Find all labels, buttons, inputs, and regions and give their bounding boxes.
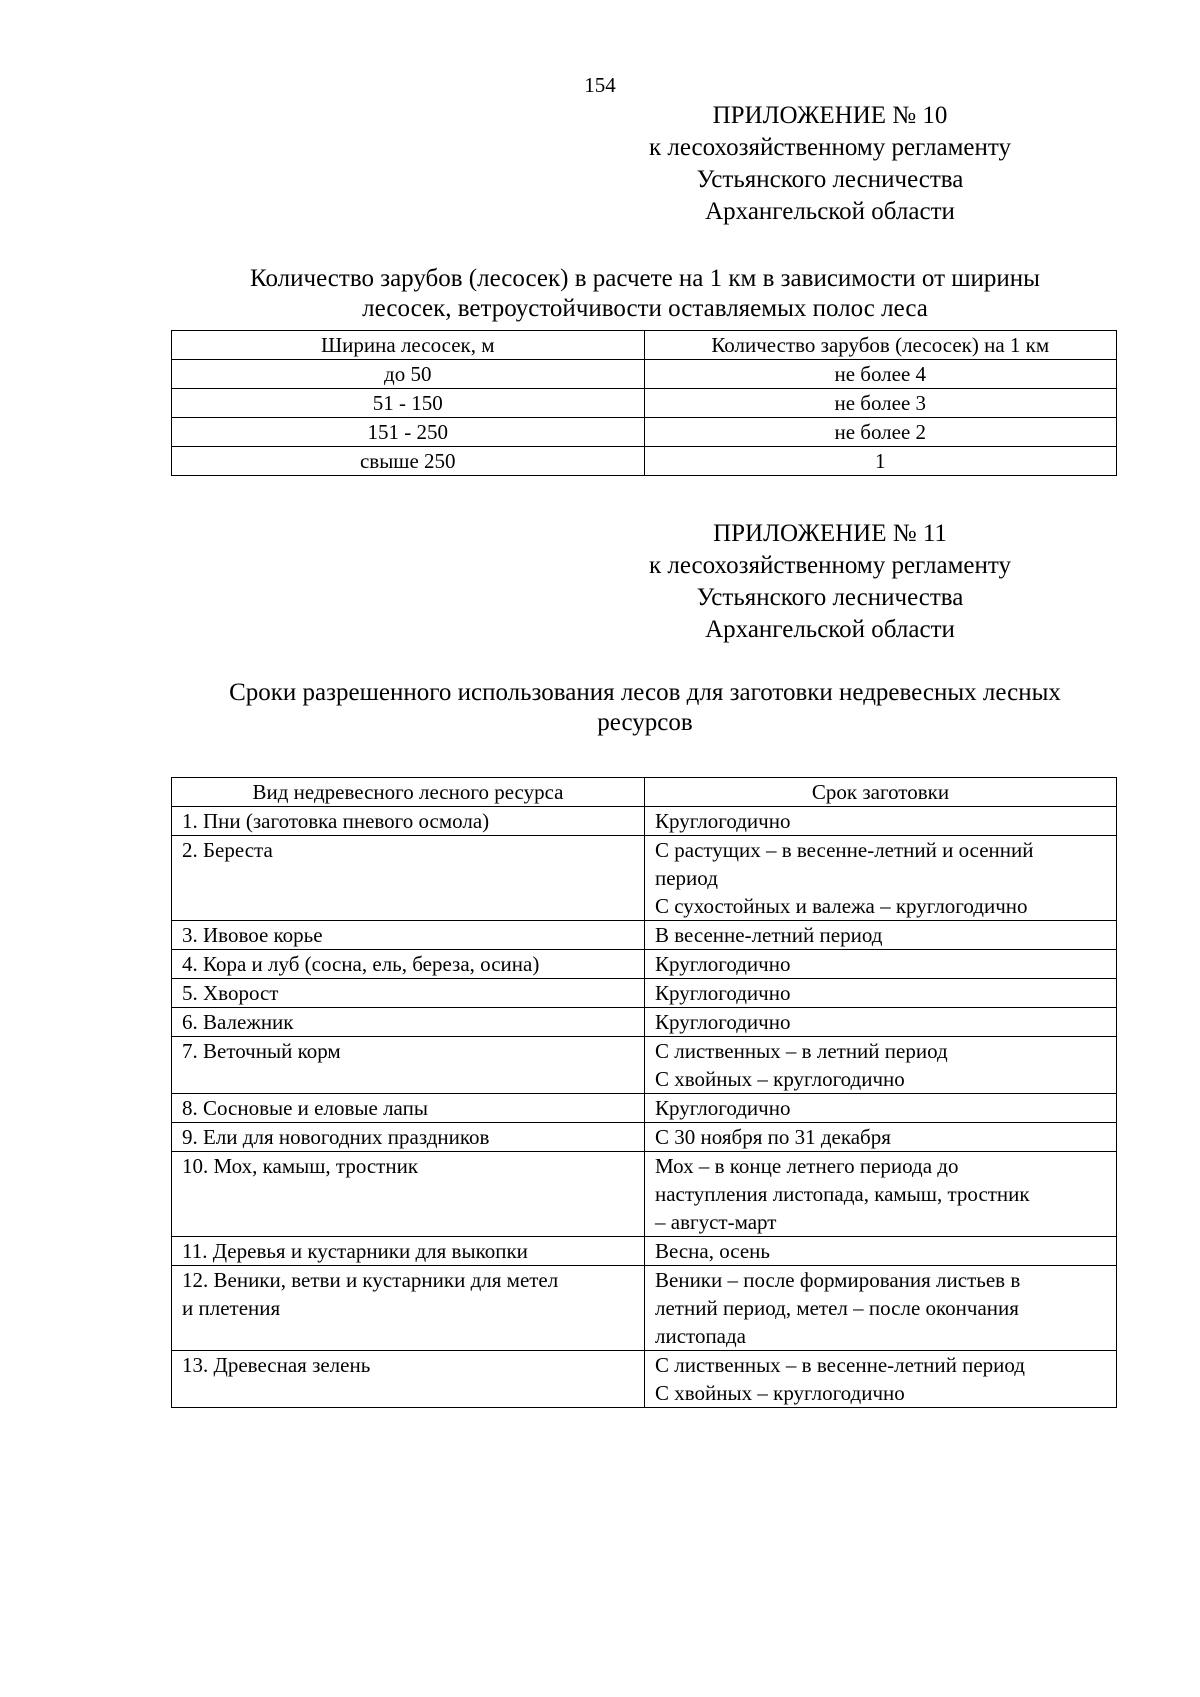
table-cell: не более 4 bbox=[644, 360, 1117, 389]
cell-line: Круглогодично bbox=[655, 952, 791, 976]
cell-line: 3. Ивовое корье bbox=[182, 923, 323, 947]
table-row bbox=[172, 1351, 1117, 1408]
term-cell bbox=[645, 1008, 1117, 1037]
table-row bbox=[172, 1237, 1117, 1266]
column-header: Срок заготовки bbox=[645, 778, 1117, 807]
resource-cell bbox=[172, 1037, 645, 1094]
cell-line: и плетения bbox=[182, 1296, 281, 1320]
appendix-line: к лесохозяйственному регламенту bbox=[648, 134, 1012, 161]
resource-cell bbox=[172, 1351, 645, 1408]
cell-line: Веники – после формирования листьев в bbox=[655, 1268, 1021, 1292]
appendix-line: Устьянского лесничества bbox=[696, 166, 964, 193]
appendix-line: Устьянского лесничества bbox=[696, 584, 964, 611]
cell-line: период bbox=[655, 866, 718, 890]
table-row bbox=[172, 836, 1117, 921]
cell-line: наступления листопада, камыш, тростник bbox=[655, 1182, 1030, 1206]
column-header: Ширина лесосек, м bbox=[172, 331, 645, 360]
term-cell bbox=[645, 1037, 1117, 1094]
term-cell bbox=[645, 950, 1117, 979]
appendix-title: ПРИЛОЖЕНИЕ № 10 bbox=[712, 102, 948, 129]
table-row bbox=[172, 447, 1117, 476]
cell-line: С хвойных – круглогодично bbox=[655, 1381, 905, 1405]
term-cell bbox=[645, 1351, 1117, 1408]
table2-title-line: ресурсов bbox=[597, 709, 693, 736]
cell-line: С хвойных – круглогодично bbox=[655, 1067, 905, 1091]
table2-title-line: Сроки разрешенного использования лесов для заготовки недревесных лесных bbox=[229, 679, 1061, 706]
table-row bbox=[172, 1037, 1117, 1094]
term-cell bbox=[645, 1266, 1117, 1351]
cutting-areas-table bbox=[171, 330, 1117, 476]
table-row bbox=[172, 360, 1117, 389]
table-row bbox=[172, 1094, 1117, 1123]
table1-title-line: лесосек, ветроустойчивости оставляемых полос леса bbox=[362, 295, 928, 322]
resource-cell bbox=[172, 1266, 645, 1351]
resource-cell bbox=[172, 836, 645, 921]
table-row bbox=[172, 1123, 1117, 1152]
table-header-row bbox=[172, 331, 1117, 360]
term-cell bbox=[645, 836, 1117, 921]
resource-cell bbox=[172, 979, 645, 1008]
table-row bbox=[172, 1152, 1117, 1237]
cell-line: 2. Береста bbox=[182, 838, 273, 862]
table-row bbox=[172, 389, 1117, 418]
term-cell bbox=[645, 1237, 1117, 1266]
cell-line: 8. Сосновые и еловые лапы bbox=[182, 1096, 428, 1120]
column-header: Вид недревесного лесного ресурса bbox=[172, 778, 645, 807]
resource-cell bbox=[172, 1123, 645, 1152]
cell-line: С сухостойных и валежа – круглогодично bbox=[655, 894, 1028, 918]
table-cell: 151 - 250 bbox=[172, 418, 645, 447]
table2-body bbox=[172, 807, 1117, 1408]
resource-cell bbox=[172, 1008, 645, 1037]
cell-line: летний период, метел – после окончания bbox=[655, 1296, 1019, 1320]
cell-line: 11. Деревья и кустарники для выкопки bbox=[182, 1239, 528, 1263]
table-cell: 51 - 150 bbox=[172, 389, 645, 418]
cell-line: 7. Веточный корм bbox=[182, 1039, 341, 1063]
cell-line: 6. Валежник bbox=[182, 1010, 294, 1034]
cell-line: 4. Кора и луб (сосна, ель, береза, осина) bbox=[182, 952, 540, 976]
table-row bbox=[172, 418, 1117, 447]
table-cell: 1 bbox=[644, 447, 1117, 476]
term-cell bbox=[645, 1152, 1117, 1237]
resource-cell bbox=[172, 807, 645, 836]
table-cell: не более 2 bbox=[644, 418, 1117, 447]
table2-title bbox=[170, 678, 1120, 738]
table-row bbox=[172, 1266, 1117, 1351]
appendix-line: к лесохозяйственному регламенту bbox=[648, 552, 1012, 579]
cell-line: Мох – в конце летнего периода до bbox=[655, 1154, 959, 1178]
resource-cell bbox=[172, 921, 645, 950]
cell-line: С растущих – в весенне-летний и осенний bbox=[655, 838, 1034, 862]
column-header: Количество зарубов (лесосек) на 1 км bbox=[644, 331, 1117, 360]
cell-line: Круглогодично bbox=[655, 1096, 791, 1120]
cell-line: – август-март bbox=[655, 1210, 777, 1234]
table1-title bbox=[170, 264, 1120, 324]
cell-line: 9. Ели для новогодних праздников bbox=[182, 1125, 490, 1149]
term-cell bbox=[645, 1094, 1117, 1123]
appendix-line: Архангельской области bbox=[705, 616, 955, 643]
cell-line: 5. Хворост bbox=[182, 981, 279, 1005]
cell-line: С 30 ноября по 31 декабря bbox=[655, 1125, 891, 1149]
cell-line: Круглогодично bbox=[655, 1010, 791, 1034]
appendix-line: Архангельской области bbox=[705, 198, 955, 225]
resource-cell bbox=[172, 950, 645, 979]
term-cell bbox=[645, 1123, 1117, 1152]
table-cell: до 50 bbox=[172, 360, 645, 389]
table-cell: свыше 250 bbox=[172, 447, 645, 476]
term-cell bbox=[645, 921, 1117, 950]
table-cell: не более 3 bbox=[644, 389, 1117, 418]
resource-cell bbox=[172, 1152, 645, 1237]
cell-line: С лиственных – в летний период bbox=[655, 1039, 948, 1063]
table-row bbox=[172, 1008, 1117, 1037]
page-number: 154 bbox=[584, 73, 616, 97]
table-row bbox=[172, 807, 1117, 836]
appendix-10-heading bbox=[550, 100, 1110, 228]
cell-line: Круглогодично bbox=[655, 981, 791, 1005]
cell-line: 13. Древесная зелень bbox=[182, 1353, 371, 1377]
cell-line: 12. Веники, ветви и кустарники для метел bbox=[182, 1268, 559, 1292]
cell-line: В весенне-летний период bbox=[655, 923, 883, 947]
cell-line: 1. Пни (заготовка пневого осмола) bbox=[182, 809, 490, 833]
table-row bbox=[172, 950, 1117, 979]
cell-line: Круглогодично bbox=[655, 809, 791, 833]
cell-line: листопада bbox=[655, 1324, 747, 1348]
table1-title-line: Количество зарубов (лесосек) в расчете на 1 км в зависимости от ширины bbox=[250, 265, 1040, 292]
resource-cell bbox=[172, 1094, 645, 1123]
table-row bbox=[172, 979, 1117, 1008]
cell-line: С лиственных – в весенне-летний период bbox=[655, 1353, 1025, 1377]
table-row bbox=[172, 921, 1117, 950]
term-cell bbox=[645, 979, 1117, 1008]
appendix-11-heading bbox=[550, 518, 1110, 646]
term-cell bbox=[645, 807, 1117, 836]
appendix-title: ПРИЛОЖЕНИЕ № 11 bbox=[713, 520, 947, 547]
non-timber-resources-table bbox=[171, 777, 1117, 1408]
table-header-row bbox=[172, 778, 1117, 807]
resource-cell bbox=[172, 1237, 645, 1266]
cell-line: 10. Мох, камыш, тростник bbox=[182, 1154, 419, 1178]
cell-line: Весна, осень bbox=[655, 1239, 770, 1263]
